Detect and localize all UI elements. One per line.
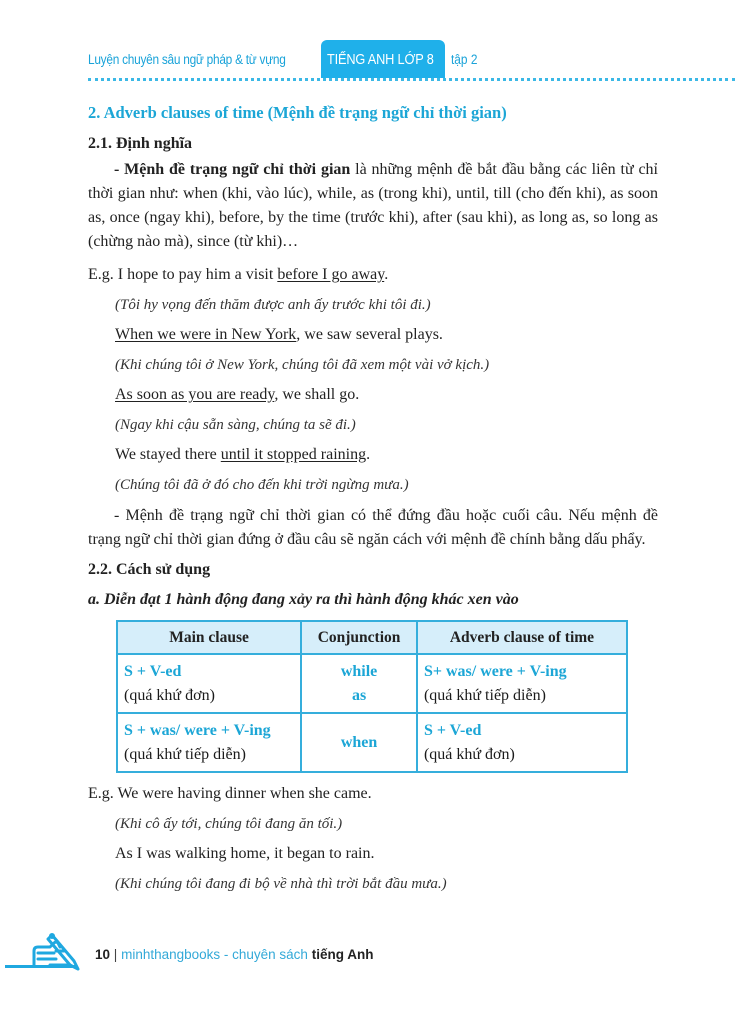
underlined-clause: until it stopped raining — [220, 446, 367, 463]
book-title-tab — [321, 40, 445, 78]
footer-separator: | — [113, 947, 118, 962]
example-line: When we were in New York, we saw several plays. — [115, 326, 443, 343]
underlined-clause: before I go away — [277, 266, 385, 283]
main-clause-cell: S + was/ were + V-ing (quá khứ tiếp diễn) — [117, 713, 301, 772]
definition-text: là những mệnh đề bắt đầu bằng các liên từ chỉ thời gian như: when (khi, vào lúc), while, as (trong khi), until, till (cho đến khi), as soon as, once (ngay khi), before, by the time (trước khi), after (sau khi), as long as, so long as (chừng nào mà), since (từ khi)… — [88, 161, 659, 250]
column-header: Conjunction — [301, 621, 417, 654]
example-translation: (Tôi hy vọng đến thăm được anh ấy trước khi tôi đi.) — [115, 297, 431, 313]
example-translation: (Ngay khi cậu sẵn sàng, chúng ta sẽ đi.) — [115, 417, 356, 433]
example-line: We stayed there until it stopped raining. — [115, 446, 371, 463]
conjunction-cell: while as — [301, 654, 417, 713]
page-number: 10 — [95, 947, 111, 962]
table-row — [117, 654, 627, 713]
definition-heading: 2.1. Định nghĩa — [88, 135, 193, 152]
adverb-clause-cell: S + V-ed (quá khứ đơn) — [417, 713, 627, 772]
main-clause-cell: S + V-ed (quá khứ đơn) — [117, 654, 301, 713]
page-footer — [0, 925, 735, 975]
book-title: TIẾNG ANH LỚP 8 — [327, 51, 434, 68]
usage-examples — [88, 779, 658, 899]
example-translation: (Khi chúng tôi ở New York, chúng tôi đã xem một vài vở kịch.) — [115, 357, 490, 373]
footer-text — [95, 947, 373, 962]
column-header: Adverb clause of time — [417, 621, 627, 654]
series-title: Luyện chuyên sâu ngữ pháp & từ vựng — [88, 52, 286, 67]
grammar-table — [116, 620, 628, 773]
definition-bold-lead: - Mệnh đề trạng ngữ chỉ thời gian — [114, 161, 351, 178]
usage-subheading-a: a. Diễn đạt 1 hành động đang xảy ra thì hành động khác xen vào — [88, 591, 519, 608]
table-header-row — [117, 621, 627, 654]
writing-hand-icon — [30, 931, 85, 971]
example-line: E.g. I hope to pay him a visit before I go away. — [88, 266, 389, 283]
usage-heading: 2.2. Cách sử dụng — [88, 561, 211, 578]
brand-strong-text: tiếng Anh — [311, 947, 374, 962]
definition-paragraph — [88, 158, 658, 254]
volume-label: tập 2 — [451, 52, 478, 67]
example-line: As I was walking home, it began to rain. — [115, 845, 375, 862]
header-dotted-divider — [88, 78, 735, 81]
section-title: 2. Adverb clauses of time (Mệnh đề trạng ngữ chỉ thời gian) — [88, 103, 507, 122]
table-row — [117, 713, 627, 772]
conjunction-cell: when — [301, 713, 417, 772]
note-paragraph: - Mệnh đề trạng ngữ chỉ thời gian có thể đứng đầu hoặc cuối câu. Nếu mệnh đề trạng ngữ chỉ thời gian đứng ở đầu câu sẽ ngăn cách với mệnh đề chính bằng dấu phẩy. — [88, 507, 658, 548]
page-header — [0, 38, 735, 78]
example-translation: (Chúng tôi đã ở đó cho đến khi trời ngừng mưa.) — [115, 477, 409, 493]
underlined-clause: As soon as you are ready — [115, 386, 275, 403]
adverb-clause-cell: S+ was/ were + V-ing (quá khứ tiếp diễn) — [417, 654, 627, 713]
example-line: As soon as you are ready, we shall go. — [115, 386, 360, 403]
brand-text: minhthangbooks - chuyên sách — [121, 947, 308, 962]
underlined-clause: When we were in New York — [115, 326, 297, 343]
example-translation: (Khi chúng tôi đang đi bộ về nhà thì trời bắt đầu mưa.) — [115, 876, 447, 892]
example-translation: (Khi cô ấy tới, chúng tôi đang ăn tối.) — [115, 816, 343, 832]
example-line: E.g. We were having dinner when she came. — [88, 785, 372, 802]
page-content — [88, 96, 658, 899]
column-header: Main clause — [117, 621, 301, 654]
